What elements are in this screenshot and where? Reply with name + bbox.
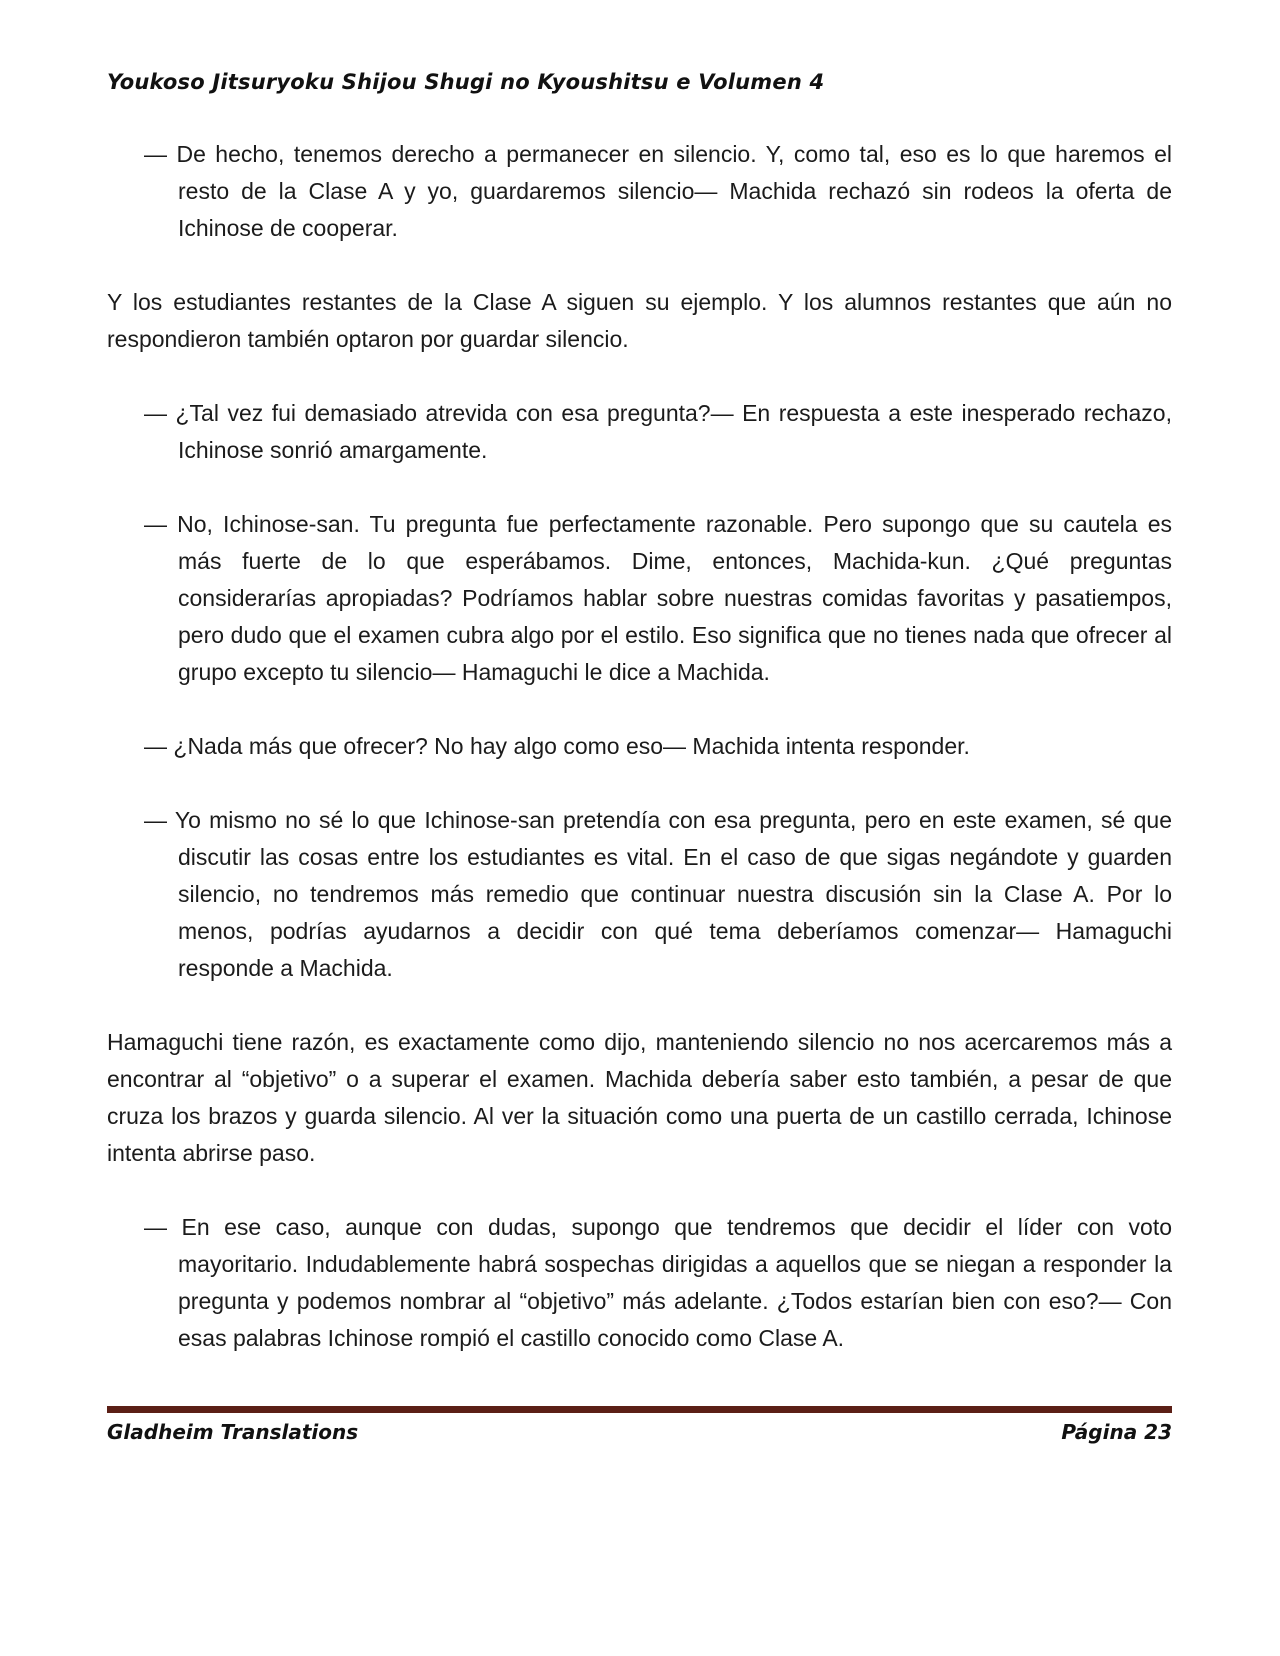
page-content [107, 70, 1172, 1394]
paragraph-dialogue-ichinose-vote: — En ese caso, aunque con dudas, supongo que tendremos que decidir el líder con voto mayoritario. Indudablemente habrá sospechas dirigidas a aquellos que se niegan a responder la pregunta y podemos nombrar al “objetivo” más adelante. ¿Todos estarían bien con eso?— Con esas palabras Ichinose rompió el castillo conocido como Clase A. [144, 1214, 1172, 1351]
paragraph-dialogue-machida-response: — ¿Nada más que ofrecer? No hay algo como eso— Machida intenta responder. [144, 733, 970, 759]
paragraph-narration-castle-door: Hamaguchi tiene razón, es exactamente como dijo, manteniendo silencio no nos acercaremos más a encontrar al “objetivo” o a superar el examen. Machida debería saber esto también, a pesar de que cruza los brazos y guarda silencio. Al ver la situación como una puerta de un castillo cerrada, Ichinose intenta abrirse paso. [107, 1029, 1172, 1166]
paragraph-dialogue-hamaguchi-argument: — Yo mismo no sé lo que Ichinose-san pretendía con esa pregunta, pero en este examen, sé que discutir las cosas entre los estudiantes es vital. En el caso de que sigas negándote y guarden silencio, no tendremos más remedio que continuar nuestra discusión sin la Clase A. Por lo menos, podrías ayudarnos a decidir con qué tema deberíamos comenzar— Hamaguchi responde a Machida. [144, 807, 1172, 981]
page-header [107, 70, 1172, 94]
page-footer [107, 1406, 1172, 1444]
page-body [107, 136, 1172, 1357]
footer-translator: Gladheim Translations [107, 1420, 359, 1444]
page-title: Youkoso Jitsuryoku Shijou Shugi no Kyoushitsu e Volumen 4 [107, 70, 825, 94]
paragraph-dialogue-machida-refusal: — De hecho, tenemos derecho a permanecer en silencio. Y, como tal, eso es lo que haremos el resto de la Clase A y yo, guardaremos silencio— Machida rechazó sin rodeos la oferta de Ichinose de cooperar. [144, 141, 1172, 241]
paragraph-dialogue-ichinose-question: — ¿Tal vez fui demasiado atrevida con esa pregunta?— En respuesta a este inesperado rechazo, Ichinose sonrió amargamente. [144, 400, 1172, 463]
dialogue-group [107, 395, 1172, 987]
footer-rule [107, 1406, 1172, 1413]
paragraph-narration-class-a-silence: Y los estudiantes restantes de la Clase A siguen su ejemplo. Y los alumnos restantes que aún no respondieron también optaron por guardar silencio. [107, 289, 1172, 352]
footer-row [107, 1420, 1172, 1444]
footer-page-number: Página 23 [1061, 1420, 1172, 1444]
paragraph-dialogue-hamaguchi-reply: — No, Ichinose-san. Tu pregunta fue perfectamente razonable. Pero supongo que su cautela es más fuerte de lo que esperábamos. Dime, entonces, Machida-kun. ¿Qué preguntas considerarías apropiadas? Podríamos hablar sobre nuestras comidas favoritas y pasatiempos, pero dudo que el examen cubra algo por el estilo. Eso significa que no tienes nada que ofrecer al grupo excepto tu silencio— Hamaguchi le dice a Machida. [144, 511, 1172, 685]
